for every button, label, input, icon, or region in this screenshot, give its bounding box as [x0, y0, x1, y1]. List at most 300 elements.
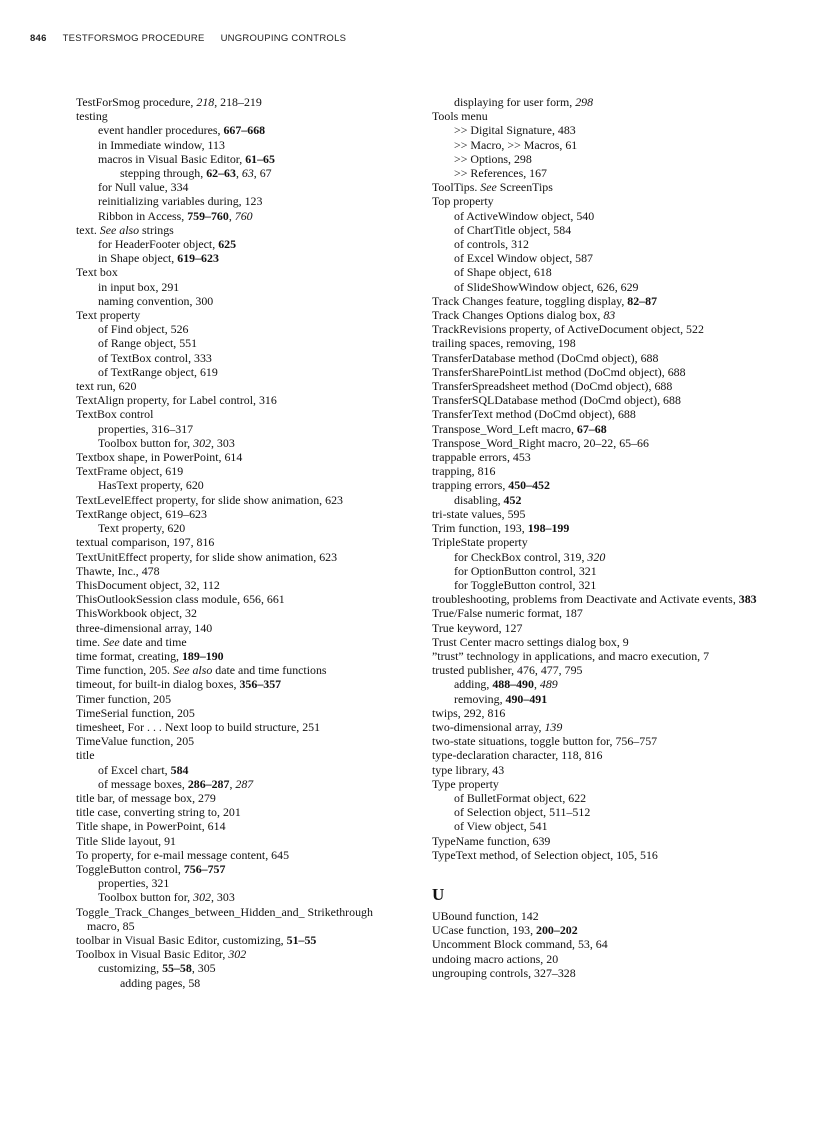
- index-entry-text: 625: [218, 237, 237, 252]
- index-entry-text: for HeaderFooter object,: [98, 237, 219, 252]
- index-entry-text: UBound function, 142: [432, 908, 539, 923]
- index-entry: [76, 748, 406, 762]
- index-subentry: [76, 763, 406, 777]
- index-column-right: [432, 95, 784, 980]
- index-entry-text: TextRange object, 619–623: [76, 506, 207, 521]
- index-subentry: [432, 692, 784, 706]
- index-entry: [76, 947, 406, 961]
- index-entry-text: , 303: [210, 435, 235, 450]
- index-entry: [76, 592, 406, 606]
- running-title-right: UNGROUPING CONTROLS: [220, 33, 347, 44]
- index-entry-text: Track Changes feature, toggling display,: [432, 293, 628, 308]
- index-subentry: [432, 550, 784, 564]
- index-subentry: [76, 237, 406, 251]
- index-entry-text: 302: [193, 435, 211, 450]
- index-entry: [76, 791, 406, 805]
- index-entry-text: See also: [173, 663, 213, 678]
- index-subentry: [432, 95, 784, 109]
- index-subentry: [432, 819, 784, 833]
- index-subentry: [76, 890, 406, 904]
- index-subentry: [76, 138, 406, 152]
- index-entry: [76, 677, 406, 691]
- index-entry-text: type library, 43: [432, 762, 505, 777]
- index-entry-text: of message boxes,: [98, 776, 188, 791]
- index-entry-text: 55–58: [162, 961, 192, 976]
- index-entry: [432, 464, 784, 478]
- index-entry-text: two-state situations, toggle button for, 756–757: [432, 734, 658, 749]
- index-entry-text: ThisDocument object, 32, 112: [76, 577, 220, 592]
- index-entry: [432, 937, 784, 951]
- index-entry: [432, 720, 784, 734]
- index-subentry: [76, 294, 406, 308]
- index-entry-text: of ActiveWindow object, 540: [454, 208, 595, 223]
- index-entry-text: >> Macro, >> Macros, 61: [454, 137, 578, 152]
- index-entry: [432, 521, 784, 535]
- index-subentry: [76, 351, 406, 365]
- index-entry: [432, 336, 784, 350]
- index-entry-text: date and time: [119, 634, 187, 649]
- index-entry-text: 61–65: [245, 151, 275, 166]
- index-entry-text: of SlideShowWindow object, 626, 629: [454, 279, 639, 294]
- index-entry: [432, 535, 784, 549]
- index-subentry: [76, 436, 406, 450]
- index-entry-text: >> Options, 298: [454, 151, 532, 166]
- index-entry-text: Track Changes Options dialog box,: [432, 308, 604, 323]
- index-entry-text: TypeText method, of Selection object, 105, 516: [432, 847, 658, 862]
- index-entry: [76, 379, 406, 393]
- index-entry: [432, 407, 784, 421]
- index-entry-text: three-dimensional array, 140: [76, 620, 213, 635]
- index-entry: [432, 322, 784, 336]
- index-entry: [432, 706, 784, 720]
- index-entry-text: 320: [587, 549, 606, 564]
- index-entry-text: Text property, 620: [98, 521, 186, 536]
- index-entry-text: , 218–219: [214, 95, 262, 109]
- index-entry-text: 51–55: [286, 932, 317, 947]
- index-entry: [432, 952, 784, 966]
- index-entry-text: UCase function, 193,: [432, 923, 537, 938]
- index-entry-text: ToolTips.: [432, 180, 481, 195]
- index-entry-text: title: [76, 748, 95, 763]
- index-entry: [432, 649, 784, 663]
- index-entry-text: undoing macro actions, 20: [432, 951, 559, 966]
- index-entry: [432, 777, 784, 791]
- index-entry-text: 63: [241, 166, 254, 181]
- index-entry: [76, 706, 406, 720]
- index-entry: [432, 909, 784, 923]
- index-subentry: [76, 422, 406, 436]
- index-entry: [432, 966, 784, 980]
- index-entry: [432, 436, 784, 450]
- index-entry-text: title case, converting string to, 201: [76, 805, 241, 820]
- index-subentry: [76, 322, 406, 336]
- index-entry-text: of View object, 541: [454, 819, 548, 834]
- index-entry: [76, 308, 406, 322]
- index-entry-text: TextBox control: [76, 407, 154, 422]
- index-entry-text: properties, 316–317: [98, 421, 194, 436]
- index-entry-text: two-dimensional array,: [432, 719, 545, 734]
- index-entry: [76, 933, 406, 947]
- index-entry-text: Title shape, in PowerPoint, 614: [76, 819, 226, 834]
- index-entry: [432, 294, 784, 308]
- running-header: [30, 33, 786, 44]
- index-entry-text: Ribbon in Access,: [98, 208, 188, 223]
- index-entry: [76, 507, 406, 521]
- index-subentry: [76, 961, 406, 975]
- index-entry-text: Toolbox in Visual Basic Editor,: [76, 947, 229, 962]
- index-entry: [76, 493, 406, 507]
- index-entry-text: TransferSpreadsheet method (DoCmd object), 688: [432, 379, 673, 394]
- index-entry-text: 83: [603, 308, 616, 323]
- index-entry: [76, 464, 406, 478]
- index-entry: [76, 663, 406, 677]
- index-subentry: [432, 223, 784, 237]
- index-entry-text: 619–623: [177, 251, 219, 266]
- index-entry: [432, 635, 784, 649]
- index-entry-text: of Excel Window object, 587: [454, 251, 593, 266]
- index-entry-text: time.: [76, 634, 104, 649]
- index-entry-text: TextFrame object, 619: [76, 464, 184, 479]
- index-entry-text: TextAlign property, for Label control, 316: [76, 393, 277, 408]
- index-subentry: [432, 152, 784, 166]
- index-subentry: [432, 564, 784, 578]
- index-entry: [76, 649, 406, 663]
- index-entry-text: ThisOutlookSession class module, 656, 661: [76, 592, 285, 607]
- index-entry-text: TransferSharePointList method (DoCmd object), 688: [432, 364, 686, 379]
- index-entry-text: properties, 321: [98, 876, 170, 891]
- index-entry-text: TextLevelEffect property, for slide show animation, 623: [76, 492, 343, 507]
- index-entry: [76, 407, 406, 421]
- index-entry: [76, 578, 406, 592]
- index-entry: [432, 308, 784, 322]
- index-entry: [76, 450, 406, 464]
- index-entry-text: ungrouping controls, 327–328: [432, 965, 576, 980]
- index-entry: [432, 478, 784, 492]
- index-entry: [432, 606, 784, 620]
- index-subentry: [432, 805, 784, 819]
- index-subentry: [76, 152, 406, 166]
- index-entry: [432, 450, 784, 464]
- index-entry-text: timesheet, For . . . Next loop to build structure, 251: [76, 719, 321, 734]
- index-entry: [76, 606, 406, 620]
- index-entry-text: Toolbox button for,: [98, 890, 194, 905]
- index-entry-text: Trim function, 193,: [432, 521, 528, 536]
- index-entry-text: 62–63: [206, 166, 236, 181]
- index-entry-text: TrackRevisions property, of ActiveDocument object, 522: [432, 322, 704, 337]
- index-entry-text: TransferText method (DoCmd object), 688: [432, 407, 636, 422]
- index-entry-text: TimeValue function, 205: [76, 734, 195, 749]
- index-entry-text: , 303: [210, 890, 235, 905]
- index-entry-text: customizing,: [98, 961, 163, 976]
- index-subentry: [432, 791, 784, 805]
- index-subentry: [76, 521, 406, 535]
- index-entry-text: TypeName function, 639: [432, 833, 551, 848]
- index-entry-text: 302: [228, 947, 247, 962]
- index-entry-text: 82–87: [627, 293, 658, 308]
- index-entry: [76, 862, 406, 876]
- index-entry-text: troubleshooting, problems from Deactivate and Activate events,: [432, 592, 739, 607]
- index-entry-text: removing,: [454, 691, 506, 706]
- index-entry-text: 139: [544, 719, 563, 734]
- index-entry-text: Uncomment Block command, 53, 64: [432, 937, 608, 952]
- index-entry: [76, 223, 406, 237]
- index-entry-text: Tools menu: [432, 109, 488, 124]
- index-subentry: [432, 138, 784, 152]
- index-subentry: [432, 237, 784, 251]
- index-entry-text: of Selection object, 511–512: [454, 805, 591, 820]
- index-entry-text: See also: [99, 222, 140, 237]
- index-entry-text: timeout, for built-in dialog boxes,: [76, 677, 240, 692]
- index-entry-text: date and time functions: [212, 663, 327, 678]
- index-entry-text: of TextRange object, 619: [98, 364, 218, 379]
- index-entry-text: 218: [196, 95, 215, 109]
- index-entry-text: event handler procedures,: [98, 123, 224, 138]
- index-entry-text: of Shape object, 618: [454, 265, 552, 280]
- index-entry-text: , 67: [253, 166, 272, 181]
- index-entry-text: 286–287: [187, 776, 230, 791]
- index-entry-text: title bar, of message box, 279: [76, 790, 216, 805]
- index-entry-text: ,: [533, 677, 540, 692]
- index-entry: [76, 805, 406, 819]
- index-entry-text: trusted publisher, 476, 477, 795: [432, 663, 583, 678]
- index-entry-text: of BulletFormat object, 622: [454, 790, 587, 805]
- index-subentry: [76, 194, 406, 208]
- index-entry-text: 298: [575, 95, 594, 109]
- index-entry-text: type-declaration character, 118, 816: [432, 748, 603, 763]
- index-entry-text: 489: [539, 677, 558, 692]
- index-entry-text: 189–190: [181, 648, 224, 663]
- index-entry: [432, 379, 784, 393]
- index-entry-text: of Range object, 551: [98, 336, 198, 351]
- index-entry-text: 490–491: [505, 691, 548, 706]
- index-entry: [432, 923, 784, 937]
- running-title-left: TESTFORSMOG PROCEDURE: [62, 33, 205, 44]
- index-entry: [432, 848, 784, 862]
- index-column-left: [76, 95, 406, 990]
- index-subentry: [76, 876, 406, 890]
- index-entry: [76, 635, 406, 649]
- index-entry: [76, 720, 406, 734]
- index-entry-text: Title Slide layout, 91: [76, 833, 176, 848]
- index-entry-text: ,: [229, 776, 236, 791]
- index-entry: [432, 507, 784, 521]
- index-entry-text: trapping errors,: [432, 478, 509, 493]
- index-entry: [432, 351, 784, 365]
- index-entry-text: disabling,: [454, 492, 504, 507]
- index-entry: [432, 834, 784, 848]
- index-entry-text: TextUnitEffect property, for slide show animation, 623: [76, 549, 338, 564]
- index-entry: [432, 180, 784, 194]
- index-entry-text: ScreenTips: [496, 180, 553, 195]
- index-entry-text: strings: [139, 222, 174, 237]
- index-entry: [432, 763, 784, 777]
- index-entry-text: ”trust” technology in applications, and macro execution, 7: [432, 648, 710, 663]
- index-entry-text: time format, creating,: [76, 648, 182, 663]
- index-subentry: [76, 280, 406, 294]
- page-number: 846: [30, 33, 47, 44]
- index-entry-text: testing: [76, 109, 108, 124]
- index-entry-text: in Shape object,: [98, 251, 178, 266]
- index-entry: [76, 692, 406, 706]
- index-entry-text: ,: [235, 166, 242, 181]
- index-entry-text: Text box: [76, 265, 118, 280]
- index-entry-text: Timer function, 205: [76, 691, 172, 706]
- index-entry: [432, 663, 784, 677]
- index-entry-text: ThisWorkbook object, 32: [76, 606, 197, 621]
- index-entry-text: Trust Center macro settings dialog box, 9: [432, 634, 629, 649]
- index-entry: [432, 109, 784, 123]
- index-entry-text: 287: [235, 776, 254, 791]
- index-entry-text: 198–199: [527, 521, 570, 536]
- index-subentry: [432, 677, 784, 691]
- index-entry-text: ,: [228, 208, 235, 223]
- index-entry: [76, 109, 406, 123]
- index-entry-text: twips, 292, 816: [432, 705, 506, 720]
- index-entry: [76, 95, 406, 109]
- index-entry-text: Textbox shape, in PowerPoint, 614: [76, 450, 243, 465]
- index-entry-text: See: [103, 634, 120, 649]
- index-entry-text: >> References, 167: [454, 166, 547, 181]
- index-entry-text: 584: [170, 762, 189, 777]
- index-subentry: [76, 365, 406, 379]
- index-entry-text: in Immediate window, 113: [98, 137, 225, 152]
- index-entry: [432, 194, 784, 208]
- index-entry-text: Thawte, Inc., 478: [76, 563, 160, 578]
- index-entry-text: adding,: [454, 677, 493, 692]
- index-entry-text: 759–760: [187, 208, 229, 223]
- index-entry-text: 667–668: [223, 123, 266, 138]
- index-entry: [76, 535, 406, 549]
- index-entry-text: 488–490: [492, 677, 534, 692]
- index-entry-text: Toggle_Track_Changes_between_Hidden_and_ Strikethrough macro, 85: [76, 904, 373, 933]
- index-entry-text: >> Digital Signature, 483: [454, 123, 576, 138]
- index-entry-text: 760: [234, 208, 253, 223]
- index-entry-text: text run, 620: [76, 379, 137, 394]
- index-entry-text: of TextBox control, 333: [98, 350, 212, 365]
- index-subentry: [432, 251, 784, 265]
- index-subentry: [76, 123, 406, 137]
- index-subentry: [76, 251, 406, 265]
- index-entry-text: of controls, 312: [454, 237, 529, 252]
- index-entry: [432, 621, 784, 635]
- index-entry-text: macros in Visual Basic Editor,: [98, 151, 246, 166]
- index-entry-text: for ToggleButton control, 321: [454, 577, 597, 592]
- index-entry-text: text.: [76, 222, 100, 237]
- index-entry: [76, 734, 406, 748]
- index-entry-text: , 305: [191, 961, 216, 976]
- index-entry-text: tri-state values, 595: [432, 506, 526, 521]
- index-entry-text: Top property: [432, 194, 494, 209]
- index-entry-text: reinitializing variables during, 123: [98, 194, 263, 209]
- index-entry-text: trapping, 816: [432, 464, 496, 479]
- index-entry-text: toolbar in Visual Basic Editor, customizing,: [76, 932, 287, 947]
- index-subentry: [76, 180, 406, 194]
- index-entry: [432, 422, 784, 436]
- index-entry: [432, 748, 784, 762]
- index-entry-text: stepping through,: [120, 166, 207, 181]
- index-entry-text: in input box, 291: [98, 279, 180, 294]
- index-subentry: [76, 336, 406, 350]
- index-subentry: [432, 209, 784, 223]
- index-entry: [432, 734, 784, 748]
- index-entry-text: for OptionButton control, 321: [454, 563, 597, 578]
- index-entry-text: HasText property, 620: [98, 478, 204, 493]
- index-entry-text: Type property: [432, 776, 499, 791]
- index-entry-text: Toolbox button for,: [98, 435, 194, 450]
- index-entry-text: Transpose_Word_Right macro, 20–22, 65–66: [432, 435, 649, 450]
- index-entry-text: Transpose_Word_Left macro,: [432, 421, 577, 436]
- index-entry-text: textual comparison, 197, 816: [76, 535, 215, 550]
- index-subentry: [432, 265, 784, 279]
- index-entry-text: 756–757: [183, 861, 226, 876]
- index-entry: [432, 592, 784, 606]
- index-entry-text: naming convention, 300: [98, 293, 214, 308]
- index-entry-text: adding pages, 58: [120, 975, 201, 990]
- index-entry: [432, 393, 784, 407]
- index-entry: [76, 265, 406, 279]
- index-entry-text: True/False numeric format, 187: [432, 606, 583, 621]
- index-entry: [76, 393, 406, 407]
- index-subentry: [432, 578, 784, 592]
- index-entry-text: ToggleButton control,: [76, 861, 184, 876]
- index-entry: [76, 621, 406, 635]
- index-entry-text: To property, for e-mail message content, 645: [76, 847, 290, 862]
- index-entry-text: TestForSmog procedure,: [76, 95, 197, 109]
- index-entry-text: TransferSQLDatabase method (DoCmd object), 688: [432, 393, 681, 408]
- index-entry-text: True keyword, 127: [432, 620, 523, 635]
- index-entry-text: 450–452: [508, 478, 550, 493]
- index-entry-text: 356–357: [239, 677, 282, 692]
- index-subentry: [432, 123, 784, 137]
- index-entry: [76, 819, 406, 833]
- index-entry-text: for CheckBox control, 319,: [454, 549, 588, 564]
- index-subentry: [76, 166, 406, 180]
- index-entry: [76, 848, 406, 862]
- index-entry-text: displaying for user form,: [454, 95, 576, 109]
- index-entry-text: 67–68: [576, 421, 607, 436]
- index-entry: [76, 834, 406, 848]
- index-entry-text: of Excel chart,: [98, 762, 171, 777]
- index-entry-text: TransferDatabase method (DoCmd object), 688: [432, 350, 659, 365]
- index-entry: [76, 564, 406, 578]
- index-entry-text: Time function, 205.: [76, 663, 174, 678]
- index-entry-text: 452: [503, 492, 522, 507]
- index-entry: [76, 550, 406, 564]
- index-entry-text: 302: [193, 890, 211, 905]
- index-entry-text: for Null value, 334: [98, 180, 189, 195]
- index-subentry: [76, 777, 406, 791]
- index-entry-text: trappable errors, 453: [432, 450, 531, 465]
- index-entry-text: 383: [738, 592, 757, 607]
- index-entry-text: Text property: [76, 308, 141, 323]
- index-subentry: [76, 478, 406, 492]
- index-entry-text: trailing spaces, removing, 198: [432, 336, 576, 351]
- index-entry: [432, 365, 784, 379]
- index-subentry: [432, 493, 784, 507]
- index-subentry: [432, 166, 784, 180]
- index-entry-text: TimeSerial function, 205: [76, 705, 195, 720]
- index-letter-heading: U: [432, 884, 445, 904]
- index-subentry: [432, 280, 784, 294]
- index-subentry: [76, 976, 406, 990]
- index-entry: [76, 905, 406, 933]
- index-entry-text: See: [480, 180, 497, 195]
- index-entry-text: TripleState property: [432, 535, 528, 550]
- index-entry-text: 200–202: [536, 923, 578, 938]
- index-entry-text: of ChartTitle object, 584: [454, 222, 572, 237]
- index-subentry: [76, 209, 406, 223]
- index-entry-text: of Find object, 526: [98, 322, 189, 337]
